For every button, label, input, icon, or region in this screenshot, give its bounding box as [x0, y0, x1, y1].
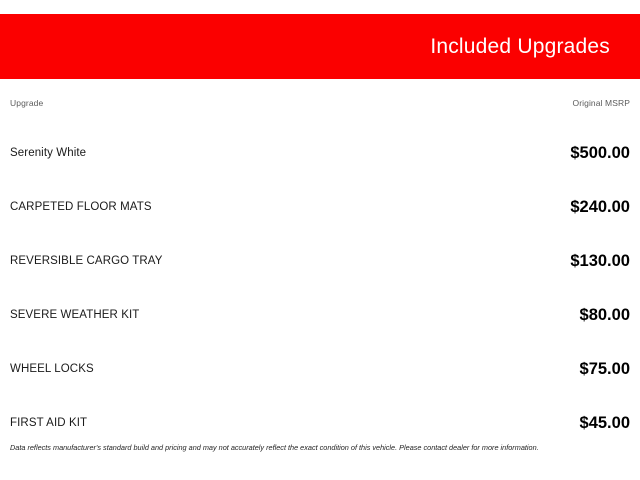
upgrade-name: WHEEL LOCKS [10, 363, 94, 375]
upgrade-name: FIRST AID KIT [10, 417, 88, 429]
table-header [10, 79, 630, 126]
table-row [10, 396, 630, 450]
column-header-msrp: Original MSRP [572, 97, 630, 108]
table-row [10, 234, 630, 288]
upgrade-price: $80.00 [579, 305, 630, 324]
upgrade-name: REVERSIBLE CARGO TRAY [10, 255, 163, 267]
upgrade-price: $240.00 [570, 197, 630, 216]
upgrade-price: $130.00 [570, 251, 630, 270]
table-body [10, 126, 630, 450]
table-row [10, 126, 630, 180]
disclaimer-text: Data reflects manufacturer's standard build and pricing and may not accurately reflect the exact condition of this vehicle. Please contact dealer for more information. [10, 443, 539, 452]
upgrades-table [10, 79, 630, 450]
page-title: Included Upgrades [430, 34, 610, 58]
upgrade-name: Serenity White [10, 147, 87, 159]
upgrade-price: $75.00 [579, 359, 630, 378]
table-row [10, 288, 630, 342]
upgrade-price: $500.00 [570, 143, 630, 162]
upgrade-name: SEVERE WEATHER KIT [10, 309, 140, 321]
upgrades-content [0, 79, 640, 450]
upgrade-name: CARPETED FLOOR MATS [10, 201, 152, 213]
table-header-row [10, 79, 630, 126]
upgrade-price: $45.00 [579, 413, 630, 432]
column-header-upgrade: Upgrade [10, 97, 44, 108]
header-banner [0, 14, 640, 79]
table-row [10, 180, 630, 234]
table-row [10, 342, 630, 396]
